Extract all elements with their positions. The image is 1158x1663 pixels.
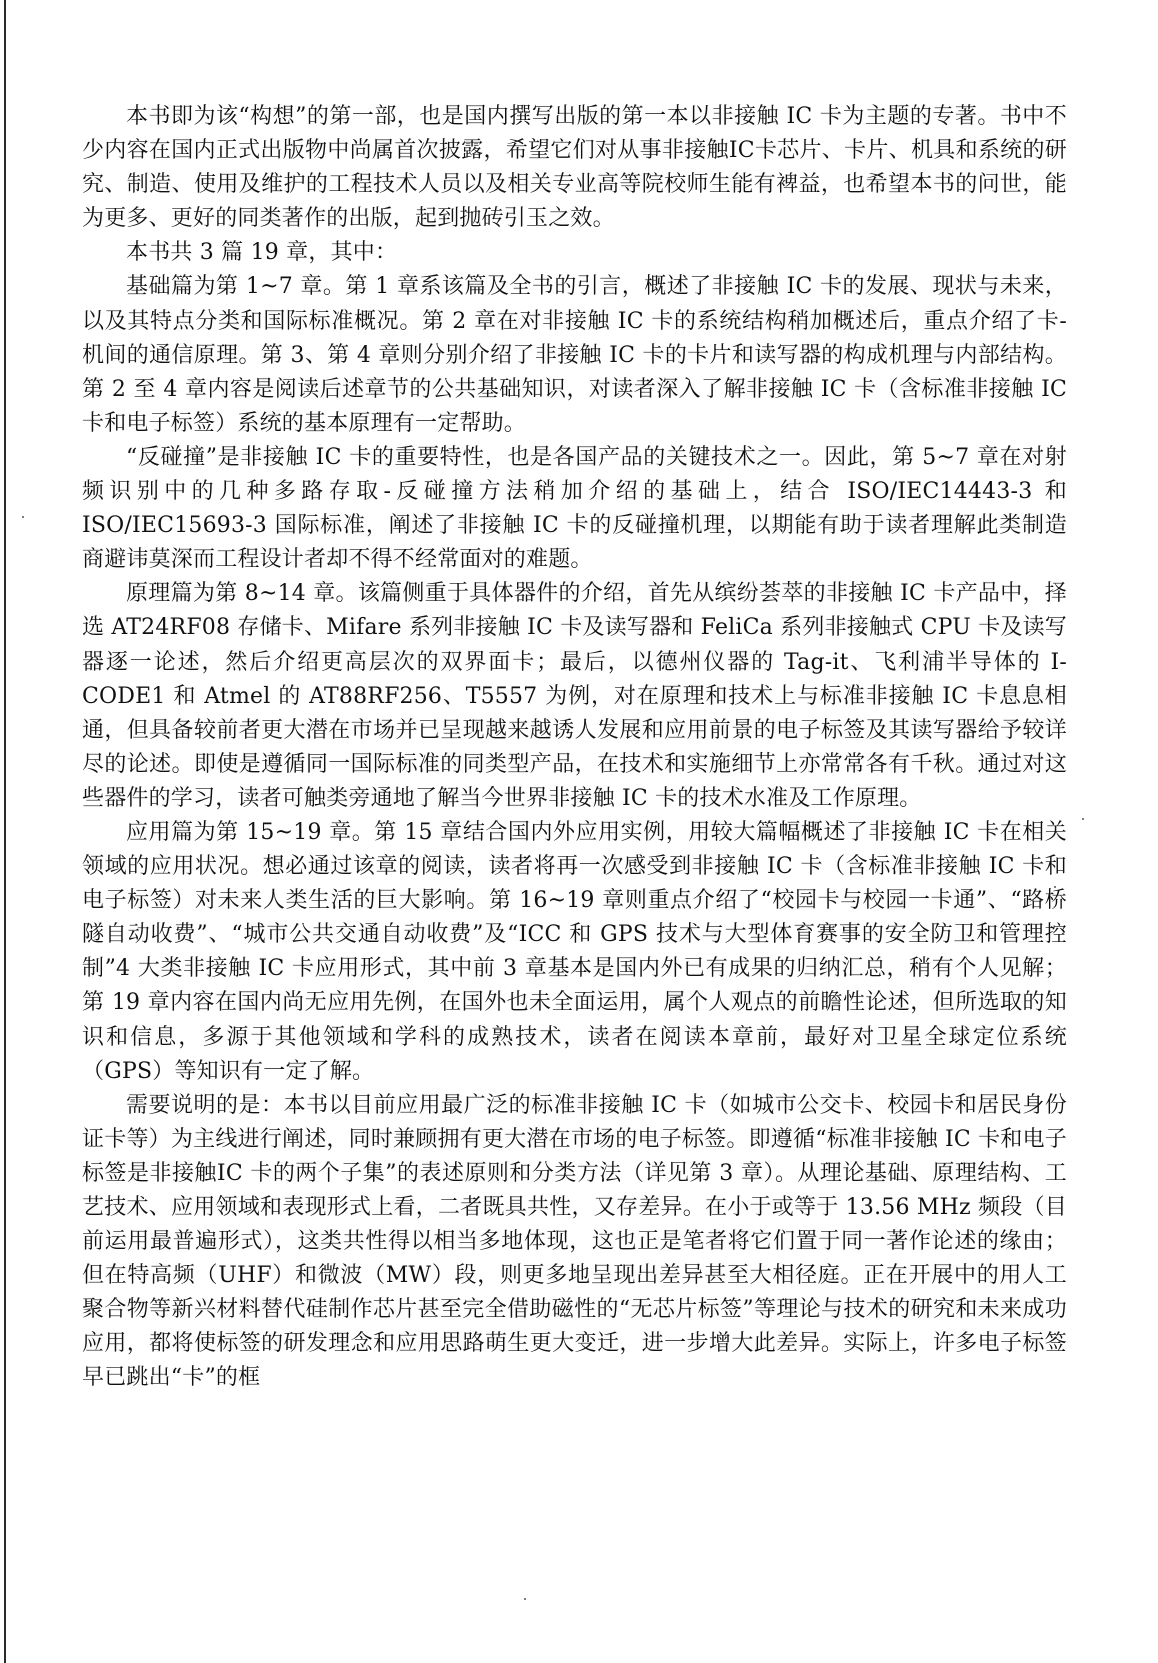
scan-speck <box>1082 818 1084 820</box>
paragraph-basics: 基础篇为第 1~7 章。第 1 章系该篇及全书的引言，概述了非接触 IC 卡的发展、现状与未来，以及其特点分类和国际标准概况。第 2 章在对非接触 IC 卡的系统结构稍加概述后，重点介绍了卡-机间的通信原理。第 3、第 4 章则分别介绍了非接触 IC 卡的卡片和读写器的构成机理与内部结构。第 2 至 4 章内容是阅读后述章节的公共基础知识，对读者深入了解非接触 IC 卡（含标准非接触 IC 卡和电子标签）系统的基本原理有一定帮助。 <box>82 274 1067 436</box>
page-edge-line <box>4 0 6 1663</box>
paragraph-principles: 原理篇为第 8~14 章。该篇侧重于具体器件的介绍，首先从缤纷荟萃的非接触 IC 卡产品中，择选 AT24RF08 存储卡、Mifare 系列非接触 IC 卡及读写器和 FeliCa 系列非接触式 CPU 卡及读写器逐一论述，然后介绍更高层次的双界面卡；最后，以德州仪器的 Tag-it、飞利浦半导体的 I-CODE1 和 Atmel 的 AT88RF256、T5557 为例，对在原理和技术上与标准非接触 IC 卡息息相通，但具备较前者更大潜在市场并已呈现越来越诱人发展和应用前景的电子标签及其读写器给予较详尽的论述。即使是遵循同一国际标准的同类型产品，在技术和实施细节上亦常常各有千秋。通过对这些器件的学习，读者可触类旁通地了解当今世界非接触 IC 卡的技术水准及工作原理。 <box>82 581 1067 811</box>
document-page <box>82 100 1067 1396</box>
paragraph-applications: 应用篇为第 15~19 章。第 15 章结合国内外应用实例，用较大篇幅概述了非接触 IC 卡在相关领域的应用状况。想必通过该章的阅读，读者将再一次感受到非接触 IC 卡（含标准非接触 IC 卡和电子标签）对未来人类生活的巨大影响。第 16~19 章则重点介绍了“校园卡与校园一卡通”、“路桥隧自动收费”、“城市公共交通自动收费”及“ICC 和 GPS 技术与大型体育赛事的安全防卫和管理控制”4 大类非接触 IC 卡应用形式，其中前 3 章基本是国内外已有成果的归纳汇总，稍有个人见解；第 19 章内容在国内尚无应用先例，在国外也未全面运用，属个人观点的前瞻性论述，但所选取的知识和信息，多源于其他领域和学科的成熟技术，读者在阅读本章前，最好对卫星全球定位系统（GPS）等知识有一定了解。 <box>82 819 1067 1084</box>
paragraph-anticollision: “反碰撞”是非接触 IC 卡的重要特性，也是各国产品的关键技术之一。因此，第 5~7 章在对射频识别中的几种多路存取-反碰撞方法稍加介绍的基础上，结合 ISO/IEC14443-3 和 ISO/IEC15693-3 国际标准，阐述了非接触 IC 卡的反碰撞机理，以期能有助于读者理解此类制造商避讳莫深而工程设计者却不得不经常面对的难题。 <box>82 444 1067 573</box>
paragraph-structure: 本书共 3 篇 19 章，其中： <box>126 240 398 266</box>
scan-speck <box>22 516 24 518</box>
scan-speck <box>524 1598 526 1600</box>
scan-speck <box>1054 886 1056 888</box>
paragraph-notes: 需要说明的是：本书以目前应用最广泛的标准非接触 IC 卡（如城市公交卡、校园卡和居民身份证卡等）为主线进行阐述，同时兼顾拥有更大潜在市场的电子标签。即遵循“标准非接触 IC 卡和电子标签是非接触IC 卡的两个子集”的表述原则和分类方法（详见第 3 章）。从理论基础、原理结构、工艺技术、应用领域和表现形式上看，二者既具共性，又存差异。在小于或等于 13.56 MHz 频段（目前运用最普遍形式），这类共性得以相当多地体现，这也正是笔者将它们置于同一著作论述的缘由；但在特高频（UHF）和微波（MW）段，则更多地呈现出差异甚至大相径庭。正在开展中的用人工聚合物等新兴材料替代硅制作芯片甚至完全借助磁性的“无芯片标签”等理论与技术的研究和未来成功应用，都将使标签的研发理念和应用思路萌生更大变迁，进一步增大此差异。实际上，许多电子标签早已跳出“卡”的框 <box>82 1092 1067 1391</box>
paragraph-intro: 本书即为该“构想”的第一部，也是国内撰写出版的第一本以非接触 IC 卡为主题的专著。书中不少内容在国内正式出版物中尚属首次披露，希望它们对从事非接触IC卡芯片、卡片、机具和系统的研究、制造、使用及维护的工程技术人员以及相关专业高等院校师生能有裨益，也希望本书的问世，能为更多、更好的同类著作的出版，起到抛砖引玉之效。 <box>82 104 1067 232</box>
